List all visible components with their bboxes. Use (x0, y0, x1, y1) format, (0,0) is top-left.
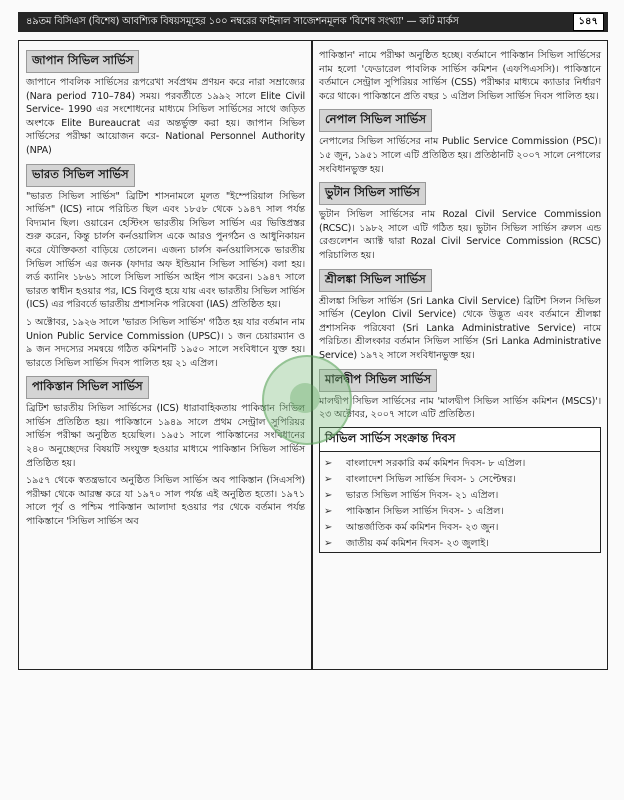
section-heading: ভারত সিভিল সার্ভিস (26, 164, 135, 187)
days-box (319, 427, 601, 553)
arrow-bullet-icon: ➢ (324, 505, 333, 517)
section-heading: সিভিল সার্ভিস সংক্রান্ত দিবস (320, 428, 600, 452)
paragraph: ভুটান সিভিল সার্ভিসের নাম Rozal Civil Service Commission (RCSC)। ১৯৮২ সালে এটি গঠিত হয়। ভুটান সিভিল সার্ভিস রুলস এন্ড রেগুলেশন অ্যাক্ট দ্বারা Rozal Civil Service Commission (RCSC) পরিচালিত হয়। (319, 209, 601, 261)
list-item (324, 536, 600, 552)
paragraph: পাকিস্তান' নামে পরীক্ষা অনুষ্ঠিত হচ্ছে। বর্তমানে পাকিস্তান সিভিল সার্ভিসের নাম হলো 'ফেডারেল পাবলিক সার্ভিস কমিশন (এফপিএসসি)। পাকিস্তানে বর্তমানে সেন্ট্রাল সুপিরিয়র সার্ভিস (CSS) পরীক্ষার মাধ্যমে ক্যাডার নির্ধারণ করে থাকে। পাকিস্তানে প্রতি বছর ১ এপ্রিল সিভিল সার্ভিস দিবস পালিত হয়। (319, 50, 601, 102)
paragraph: ১ অক্টোবর, ১৯২৬ সালে 'ভারত সিভিল সার্ভিস' গঠিত হয় যার বর্তমান নাম Union Public Service Commission (UPSC)। ১ জন চেয়ারম্যান ও ৯ জন সদস্যের সমন্বয়ে গঠিত কমিশনটি ১৯৫০ সালে সংবিধানে যুক্ত হয়। ভারতে সিভিল সার্ভিস দিবস পালিত হয় ২১ এপ্রিল। (26, 316, 305, 369)
arrow-bullet-icon: ➢ (324, 537, 333, 549)
arrow-bullet-icon: ➢ (324, 521, 333, 533)
section-pakistan-continued (319, 49, 601, 103)
paragraph: মালদ্বীপ সিভিল সার্ভিসের নাম 'মালদ্বীপ সিভিল সার্ভিস কমিশন (MSCS)'। ২৩ অক্টোবর, ২০০৭ সালে এটি প্রতিষ্ঠিত। (319, 395, 601, 421)
section-heading: পাকিস্তান সিভিল সার্ভিস (26, 376, 149, 399)
page-header (18, 12, 608, 32)
paragraph: নেপালের সিভিল সার্ভিসের নাম Public Service Commission (PSC)। ১৫ জুন, ১৯৫১ সালে এটি প্রতিষ্ঠিত হয়। প্রতিষ্ঠানটি ২০০৭ সালে নেপালের সংবিধানভুক্ত হয়। (319, 136, 601, 175)
section-srilanka (319, 268, 601, 363)
list-item-text: বাংলাদেশ সিভিল সার্ভিস দিবস- ১ সেপ্টেম্বর। (346, 473, 516, 485)
paragraph: "ভারত সিভিল সার্ভিস" ব্রিটিশ শাসনামলে মূলত "ইম্পেরিয়াল সিভিল সার্ভিস" (ICS) নামে পরিচিত ছিল এবং ১৮৫৮ থেকে ১৯৪৭ সাল পর্যন্ত বিদ্যমান ছিল। ওয়ারেন হেস্টিংস ভারতীয় সিভিল সার্ভিস এর ভিত্তিপ্রস্তর শুরু করেন, কিন্তু চার্লস কর্নওয়ালিস একে আরও পুনর্গঠন ও আধুনিকায়ন করে যৌক্তিকতা বাড়িয়ে তোলেন। এজন্য চার্লস কর্নওয়ালিসকে ভারতীয় সিভিল সার্ভিস এর জনক (ফাদার অফ ইন্ডিয়ান সিভিল সার্ভিস) বলা হয়। লর্ড ক্যানিং ১৮৬১ সালে সিভিল সার্ভিস আইন পাস করেন। ১৯৪৭ সালে ভারত স্বাধীন হওয়ার পর, ICS বিলুপ্ত হয়ে যায় এবং ভারতীয় সিভিল সার্ভিস (ICS) এর পরিবর্তে ভারতীয় প্রশাসনিক পরিষেবা (IAS) প্রতিষ্ঠিত হয়। (26, 190, 305, 311)
list-item-text: জাতীয় কর্ম কমিশন দিবস- ২৩ জুলাই। (346, 537, 489, 549)
list-item-text: ভারত সিভিল সার্ভিস দিবস- ২১ এপ্রিল। (346, 489, 499, 501)
list-item-text: পাকিস্তান সিভিল সার্ভিস দিবস- ১ এপ্রিল। (346, 505, 504, 517)
list-item (324, 504, 600, 520)
header-title: ৪৯তম বিসিএস (বিশেষ) আবশ্যিক বিষয়সমূহের ১০০ নম্বরের ফাইনাল সাজেশনমূলক 'বিশেষ সংখ্যা' — কাট মার্কস (26, 16, 459, 27)
section-nepal (319, 108, 601, 176)
right-column (319, 49, 601, 553)
page-number: ১৪৭ (573, 13, 604, 31)
watermark-stamp (262, 355, 352, 445)
section-bhutan (319, 181, 601, 262)
section-heading: মালদ্বীপ সিভিল সার্ভিস (319, 369, 437, 392)
list-item (324, 488, 600, 504)
section-heading: নেপাল সিভিল সার্ভিস (319, 109, 432, 132)
arrow-bullet-icon: ➢ (324, 473, 333, 485)
paragraph: শ্রীলঙ্কা সিভিল সার্ভিস (Sri Lanka Civil Service) ব্রিটিশ সিলন সিভিল সার্ভিস (Ceylon Civil Service) থেকে উদ্ভূত এবং বর্তমানে শ্রীলঙ্কা প্রশাসনিক পরিষেবা (Sri Lanka Administrative Service) নামে পরিচিত। শ্রীলংকার বর্তমান সিভিল সার্ভিস (Sri Lanka Administrative Service) ১৯৭২ সালে সংবিধানভুক্ত হয়। (319, 295, 601, 361)
section-japan (26, 49, 305, 158)
list-item-text: আন্তর্জাতিক কর্ম কমিশন দিবস- ২৩ জুন। (346, 521, 499, 533)
arrow-bullet-icon: ➢ (324, 457, 333, 469)
paragraph: জাপানে পাবলিক সার্ভিসের রূপরেখা সর্বপ্রথম প্রণয়ন করে নারা সম্রাজ্যের (Nara period 710–784) সময়। পরবর্তীতে ১৯৯২ সালে Elite Civil Service- 1990 এর সংশোধনের মাধ্যমে সিভিল সার্ভিসের সাথে জড়িত অংশকে Elite Bureaucrat এর অন্তর্ভুক্ত করা হয়। জাপান সিভিল সার্ভিসের পরীক্ষা আয়োজন করে- National Personnel Authority (NPA) (26, 77, 305, 156)
list-item (324, 456, 600, 472)
days-list (320, 456, 600, 552)
paragraph: ১৯৫৭ থেকে স্বতন্ত্রভাবে অনুষ্ঠিত সিভিল সার্ভিস অব পাকিস্তান (সিএসপি) পরীক্ষা থেকে আরম্ভ করে যা ১৯৭০ সাল পর্যন্ত এই অনুষ্ঠিত হতো। ১৯৭১ সালে পূর্ব ও পশ্চিম পাকিস্তান আলাদা হওয়ার পর থেকে বর্তমান পর্যন্ত পাকিস্তানে 'সিভিল সার্ভিস অব (26, 475, 305, 528)
list-item-text: বাংলাদেশ সরকারি কর্ম কমিশন দিবস- ৮ এপ্রিল। (346, 457, 526, 469)
left-column (26, 49, 305, 534)
arrow-bullet-icon: ➢ (324, 489, 333, 501)
list-item (324, 472, 600, 488)
paragraph: ব্রিটিশ ভারতীয় সিভিল সার্ভিসের (ICS) ধারাবাহিকতায় পাকিস্তান সিভিল সার্ভিস প্রতিষ্ঠিত হয়। পাকিস্তানে ১৯৪৯ সালে প্রথম সেন্ট্রাল সুপিরিয়র সার্ভিস পরীক্ষা অনুষ্ঠিত হয়েছিল। ১৯৫১ সালে পাকিস্তানের সংবিধানের ২৪০ অনুচ্ছেদের বিষয়টি সংযুক্ত হওয়ার মাধ্যমে পাকিস্তান সিভিল সার্ভিস প্রতিষ্ঠিত হয়। (26, 403, 305, 469)
section-heading: ভুটান সিভিল সার্ভিস (319, 182, 426, 205)
section-maldives (319, 368, 601, 422)
section-heading: শ্রীলঙ্কা সিভিল সার্ভিস (319, 269, 432, 292)
section-india (26, 163, 305, 371)
list-item (324, 520, 600, 536)
section-heading: জাপান সিভিল সার্ভিস (26, 50, 139, 73)
